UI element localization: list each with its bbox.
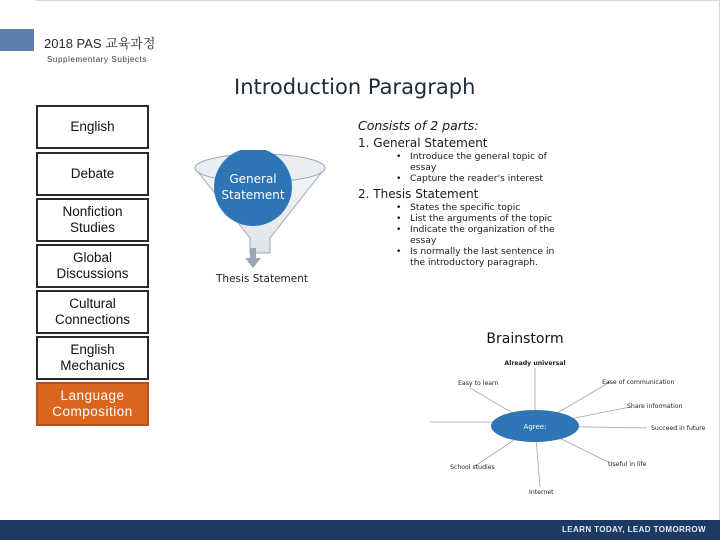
subject-label: Nonfiction Studies <box>62 204 123 235</box>
part1-heading: 1. General Statement <box>358 136 488 150</box>
header-title: 2018 PAS 교육과정 <box>44 36 156 51</box>
subject-label: Language Composition <box>52 388 133 419</box>
brainstorm-node-label: Internet <box>529 489 554 496</box>
list-item: • Is normally the last sentence in the introductory paragraph. <box>408 246 558 268</box>
list-item: • States the specific topic <box>408 202 558 213</box>
funnel-top-text-2: Statement <box>221 188 285 202</box>
parts-intro: Consists of 2 parts: <box>358 118 479 133</box>
brainstorm-node-label: Easy to learn <box>458 380 499 387</box>
brainstorm-node-label: Succeed in future <box>651 425 705 432</box>
parts-panel <box>358 118 558 271</box>
subject-label: Global Discussions <box>56 250 129 281</box>
brainstorm-title: Brainstorm <box>486 331 564 347</box>
brainstorm-node-label: Already universal <box>504 360 566 367</box>
footer-bar <box>0 520 720 540</box>
list-item: • Introduce the general topic of essay <box>408 151 558 173</box>
part1-bullets <box>358 151 558 184</box>
subject-label: Debate <box>70 166 115 181</box>
brainstorm-diagram <box>425 325 705 500</box>
brainstorm-node-label: Share information <box>627 403 683 410</box>
top-rule <box>36 0 720 1</box>
subject-label: English <box>70 119 115 134</box>
funnel-top-text-1: General <box>229 172 277 186</box>
footer-tagline: LEARN TODAY, LEAD TOMORROW <box>561 525 706 534</box>
funnel-bottom-label: Thesis Statement <box>216 273 308 285</box>
subject-nonfiction-studies-button[interactable] <box>36 198 149 242</box>
part2-heading: 2. Thesis Statement <box>358 187 479 201</box>
brainstorm-center-label: Agree: <box>523 423 547 431</box>
brainstorm-node-label: Ease of communication <box>602 379 675 386</box>
brainstorm-node-label: School studies <box>450 464 495 471</box>
header-subtitle: Supplementary Subjects <box>47 55 147 64</box>
subject-label: English Mechanics <box>60 342 125 373</box>
funnel-diagram <box>190 150 330 275</box>
funnel-arrow-head <box>245 258 261 268</box>
subject-english-button[interactable] <box>36 105 149 149</box>
subject-label: Cultural Connections <box>54 296 131 327</box>
brainstorm-node-label: Useful in life <box>608 461 647 468</box>
part2-bullets <box>358 202 558 268</box>
subject-english-mechanics-button[interactable] <box>36 336 149 380</box>
subject-global-discussions-button[interactable] <box>36 244 149 288</box>
list-item: • Capture the reader's interest <box>408 173 558 184</box>
subject-language-composition-button[interactable] <box>36 382 149 426</box>
subject-debate-button[interactable] <box>36 152 149 196</box>
header-accent-block <box>0 29 34 51</box>
slide-title: Introduction Paragraph <box>234 75 476 99</box>
subject-cultural-connections-button[interactable] <box>36 290 149 334</box>
list-item: • Indicate the organization of the essay <box>408 224 558 246</box>
list-item: • List the arguments of the topic <box>408 213 558 224</box>
